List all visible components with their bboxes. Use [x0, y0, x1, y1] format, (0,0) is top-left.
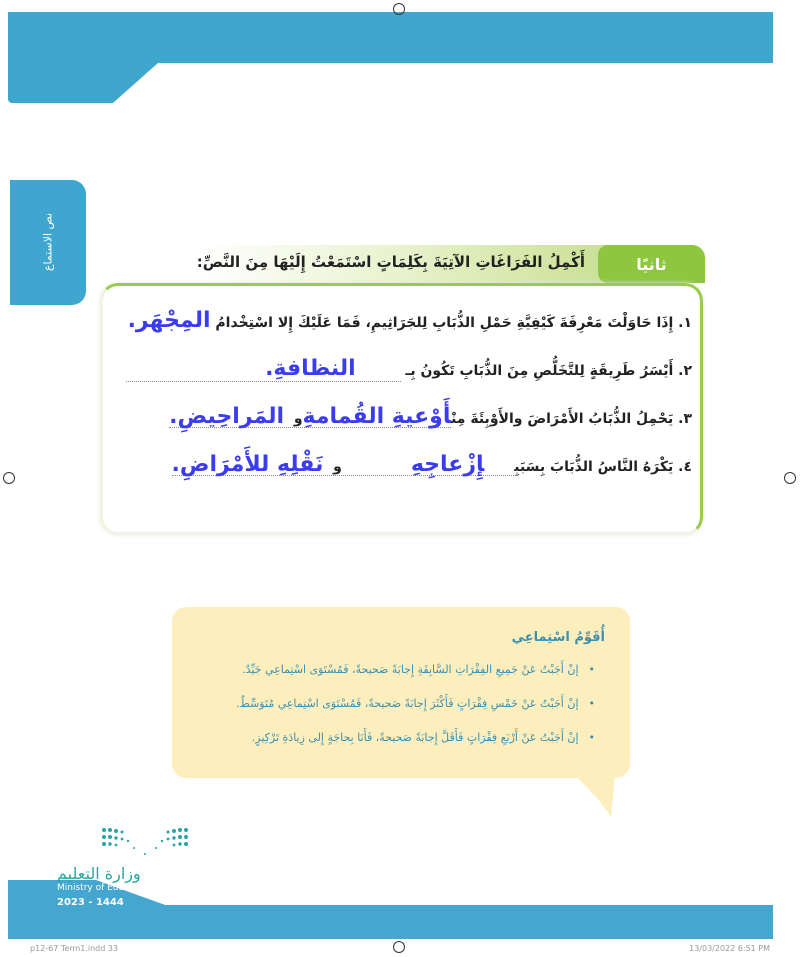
question-1 [128, 308, 692, 333]
ministry-name-english: Ministry of Education [57, 883, 152, 893]
ministry-year: 2023 - 1444 [57, 897, 124, 908]
evaluation-item: • إنْ أَجَبْتُ عَنْ جَمِيعِ الفِقْرَاتِ السَّابِقَةِ إِجابَةً صَحيحةً، فَمُسْتَوَى اسْتِماعِي جَيِّدٌ. [242, 663, 595, 676]
answer-blank [126, 356, 401, 382]
answer: النظافةِ. [265, 356, 356, 381]
section-label: ثانيًا [598, 245, 705, 283]
question-3 [169, 404, 692, 429]
self-evaluation-title: أُقَوِّمُ اسْتِماعِي [511, 630, 605, 645]
header-band [8, 12, 773, 63]
question-text: ٣. يَحْمِلُ الذُّبَابُ الأَمْرَاضَ والأَوْبِئَةَ مِنْ [451, 411, 692, 427]
answer: إِزْعاجِهِ [410, 452, 485, 477]
answer-2: نَقْلِهِ للأَمْرَاضِ. [171, 452, 324, 477]
question-text: ٢. أَيْسَرُ طَرِيقَةٍ لِلتَّخَلُّصِ مِنَ الذُّبَابِ تَكُونُ بِـ [405, 363, 692, 379]
connector: و [293, 411, 303, 427]
side-tab [10, 180, 86, 305]
registration-mark-icon [3, 472, 15, 484]
footer-timestamp: 13/03/2022 6:51 PM [689, 944, 770, 953]
registration-mark-icon [784, 472, 796, 484]
connector: و [333, 459, 342, 475]
question-text: ١. إِذَا حَاوَلْتَ مَعْرِفَةَ كَيْفِيَّةِ حَمْلِ الذُّبَابِ لِلجَرَاثِيمِ، فَمَا عَلَيْكَ إِلا اسْتِخْدامُ [215, 315, 692, 331]
footer-band [8, 905, 773, 939]
question-4 [172, 452, 692, 477]
ministry-name-arabic: وزارة التعليم [57, 864, 141, 883]
header-band-extension [8, 63, 158, 103]
speech-tail [575, 775, 615, 817]
ministry-logo-icon [100, 826, 190, 858]
registration-mark-icon [393, 3, 405, 15]
answer: أَوْعيةِ القُمامةِ [302, 404, 452, 429]
registration-mark-icon [393, 941, 405, 953]
answer: المِجْهَر. [127, 308, 211, 333]
evaluation-item: • إنْ أَجَبْتُ عَنْ أَرْبَعِ فِقْرَاتٍ فَأَقَلَّ إِجابَةً صَحيحةً، فَأَنَا بِحاجَةٍ إِلى زِيادَةِ تَرْكِيزٍ. [252, 731, 595, 744]
evaluation-item: • إنْ أَجَبْتُ عَنْ خَمْسِ فِقْرَاتٍ فَأَكْثَرَ إِجابَةً صَحيحةً، فَمُسْتَوَى اسْتِماعِي مُتَوَسِّطٌ. [236, 697, 595, 710]
answer-2: المَراحِيضِ. [169, 404, 285, 429]
footer-file: p12-67 Term1.indd 33 [30, 944, 119, 953]
side-tab-label: نص الاستماع [41, 212, 55, 272]
question-text: ٤. يَكْرَهُ النَّاسُ الذُّبَابَ بِسَبَبِ [514, 459, 692, 475]
question-2 [126, 356, 692, 382]
section-instruction: أَكْمِلُ الفَرَاغَاتِ الآتِيَةَ بِكَلِمَاتٍ اسْتَمَعْتُ إِلَيْهَا مِنَ النَّصِّ: [196, 253, 585, 271]
